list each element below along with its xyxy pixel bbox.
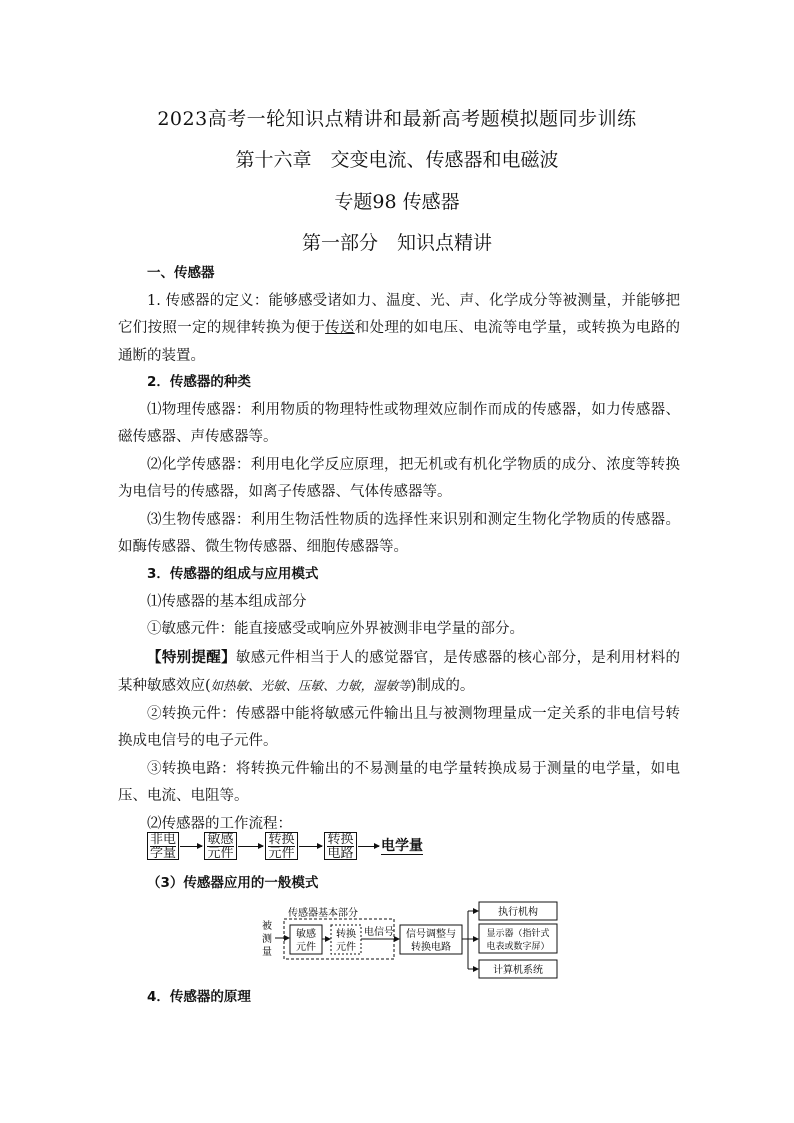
out1-text: 执行机构 (498, 907, 538, 918)
special-note-small: 如热敏、光敏、压敏、力敏，湿敏等 (210, 678, 411, 693)
section-4 (118, 984, 680, 1012)
conversion-element-paragraph: ②转换元件：传感器中能将敏感元件输出且与被测物理量成一定关系的非电信号转换成电信号的电子元件。 (118, 705, 680, 749)
definition-paragraph (118, 288, 680, 371)
main-title: 2023高考一轮知识点精讲和最新高考题模拟题同步训练 (157, 108, 637, 130)
chemical-sensor-paragraph: ⑵化学传感器：利用电化学反应原理，把无机或有机化学物质的成分、浓度等转换为电信号的传感器，如离子传感器、气体传感器等。 (118, 456, 680, 500)
flow-box-sensitive (204, 832, 237, 860)
section-4-heading: 4．传感器的原理 (147, 989, 251, 1005)
input-char-2: 测 (262, 934, 272, 945)
composition-subheading: ⑴传感器的基本组成部分 (147, 593, 307, 610)
flow-box-4-top: 转换 (327, 832, 354, 847)
out2-text-1: 显示器（指针式 (486, 929, 550, 939)
definition-text-b: 和处理的如电压、电流等电学量，或转换为电路的通断的装置。 (118, 320, 681, 364)
special-note-text-a: 敏感元件相当于人的感觉器官，是传感器的核心部分，是利用材料的某种敏感效应( (118, 649, 681, 694)
flow-box-3-top: 转换 (268, 832, 295, 847)
flow-end-electric: 电学量 (381, 838, 423, 854)
flow-box-4-bottom: 电路 (327, 846, 354, 861)
flow-box-2-top: 敏感 (207, 832, 234, 847)
workflow-chart (147, 832, 447, 864)
flow-arrow-3 (299, 846, 322, 847)
section-3-heading: 3．传感器的组成与应用模式 (147, 566, 319, 582)
signal-label: 电信号 (364, 927, 394, 938)
flow-box-3-bottom: 元件 (268, 846, 295, 861)
section-1 (118, 260, 680, 370)
flow-arrow-2 (238, 846, 263, 847)
circuit-text-2: 转换电路 (411, 942, 451, 953)
flow-box-circuit (324, 832, 357, 860)
physical-sensor-paragraph: ⑴物理传感器：利用物质的物理特性或物理效应制作而成的传感器，如力传感器、磁传感器、声传感器等。 (118, 401, 680, 445)
flow-arrow-1 (180, 846, 202, 847)
workflow-subheading: ⑵传感器的工作流程： (147, 815, 292, 832)
section-3-part3 (118, 870, 680, 898)
bio-sensor-paragraph: ⑶生物传感器：利用生物活性物质的选择性来识别和测定生物化学物质的传感器。如酶传感器、微生物传感器、细胞传感器等。 (118, 511, 680, 555)
input-char-1: 被 (262, 921, 272, 932)
flow-box-1-top: 非电 (150, 832, 177, 847)
group-label: 传感器基本部分 (288, 908, 358, 919)
out2-text-2: 电表或数字屏） (486, 942, 550, 952)
flow-box-converter (265, 832, 298, 860)
input-char-3: 量 (262, 947, 272, 958)
topic-title: 专题98 传感器 (334, 191, 460, 213)
definition-underlined: 传送 (325, 320, 355, 336)
section-2 (118, 369, 680, 562)
flow-arrow-4 (358, 846, 379, 847)
conv-text-1: 转换 (336, 929, 356, 940)
flow-box-1-bottom: 学量 (150, 846, 177, 861)
out3-text: 计算机系统 (493, 965, 543, 976)
special-note-tag: 【特别提醒】 (147, 648, 236, 666)
special-note-paragraph (118, 644, 680, 701)
chapter-title: 第十六章 交变电流、传感器和电磁波 (235, 149, 559, 171)
section-3 (118, 561, 680, 838)
sensor-text-1: 敏感 (296, 929, 316, 940)
flow-box-2-bottom: 元件 (207, 846, 234, 861)
section-1-heading: 一、传感器 (147, 265, 215, 281)
flow-box-nonelectric (147, 832, 179, 860)
part-title: 第一部分 知识点精讲 (301, 232, 492, 254)
conversion-circuit-paragraph: ③转换电路：将转换元件输出的不易测量的电学量转换成易于测量的电学量，如电压、电流、电阻等。 (118, 760, 680, 804)
definition-text-a: 1. 传感器的定义：能够感受诸如力、温度、光、声、化学成分等被测量，并能够把它们按照一定的规律转换为便于 (118, 292, 680, 336)
application-subheading: （3）传感器应用的一般模式 (147, 875, 319, 891)
special-note-text-b: )制成的。 (410, 678, 475, 694)
conv-text-2: 元件 (336, 942, 356, 953)
sensor-text-2: 元件 (296, 942, 316, 953)
sensitive-element-paragraph: ①敏感元件：能直接感受或响应外界被测非电学量的部分。 (147, 621, 524, 637)
application-diagram (258, 897, 570, 982)
circuit-text-1: 信号调整与 (406, 929, 456, 940)
section-2-heading: 2．传感器的种类 (147, 374, 251, 390)
